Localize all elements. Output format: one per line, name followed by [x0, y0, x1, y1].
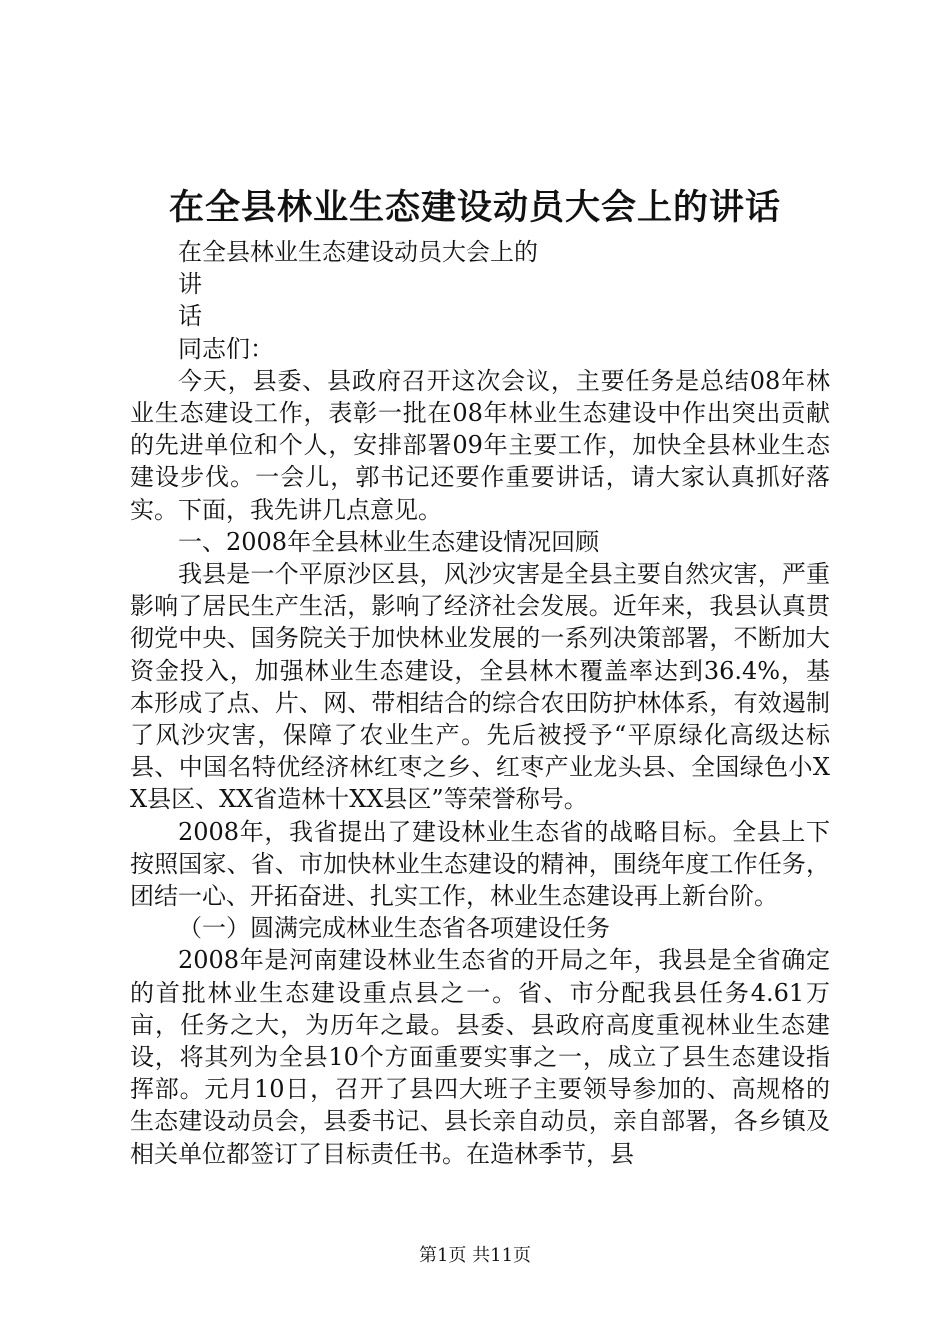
salutation: 同志们： — [178, 334, 274, 363]
document-title: 在全县林业生态建设动员大会上的讲话 — [168, 188, 781, 228]
paragraph: 2008年，我省提出了建设林业生态省的战略目标。全县上下按照国家、省、市加快林业生态建设的精神，围绕年度工作任务，团结一心、开拓奋进、扎实工作，林业生态建设再上新台阶。 — [130, 817, 830, 911]
subtitle-line: 话 — [178, 302, 202, 331]
section-heading: 一、2008年全县林业生态建设情况回顾 — [178, 527, 600, 556]
subtitle-line: 讲 — [178, 270, 202, 299]
paragraph: 我县是一个平原沙区县，风沙灾害是全县主要自然灾害，严重影响了居民生产生活，影响了经济社会发展。近年来，我县认真贯彻党中央、国务院关于加快林业发展的一系列决策部署，不断加大资金投入，加强林业生态建设，全县林木覆盖率达到36.4%，基本形成了点、片、网、带相结合的综合农田防护林体系，有效遏制了风沙灾害，保障了农业生产。先后被授予“平原绿化高级达标县、中国名特优经济林红枣之乡、红枣产业龙头县、全国绿色小XX县区、XX省造林十XX县区”等荣誉称号。 — [130, 560, 830, 814]
paragraph: 2008年是河南建设林业生态省的开局之年，我县是全省确定的首批林业生态建设重点县之一。省、市分配我县任务4.61万亩，任务之大，为历年之最。县委、县政府高度重视林业生态建设，将其列为全县10个方面重要实事之一，成立了县生态建设指挥部。元月10日，召开了县四大班子主要领导参加的、高规格的生态建设动员会，县委书记、县长亲自动员，亲自部署，各乡镇及相关单位都签订了目标责任书。在造林季节，县 — [130, 946, 830, 1168]
document-body — [130, 236, 830, 1170]
page-footer: 第1页 共11页 — [418, 1245, 532, 1266]
subtitle-line: 在全县林业生态建设动员大会上的 — [178, 238, 538, 266]
subsection-heading: （一）圆满完成林业生态省各项建设任务 — [178, 914, 610, 943]
paragraph: 今天，县委、县政府召开这次会议，主要任务是总结08年林业生态建设工作，表彰一批在08年林业生态建设中作出突出贡献的先进单位和个人，安排部署09年主要工作，加快全县林业生态建设步伐。一会儿，郭书记还要作重要讲话，请大家认真抓好落实。下面，我先讲几点意见。 — [130, 366, 830, 524]
